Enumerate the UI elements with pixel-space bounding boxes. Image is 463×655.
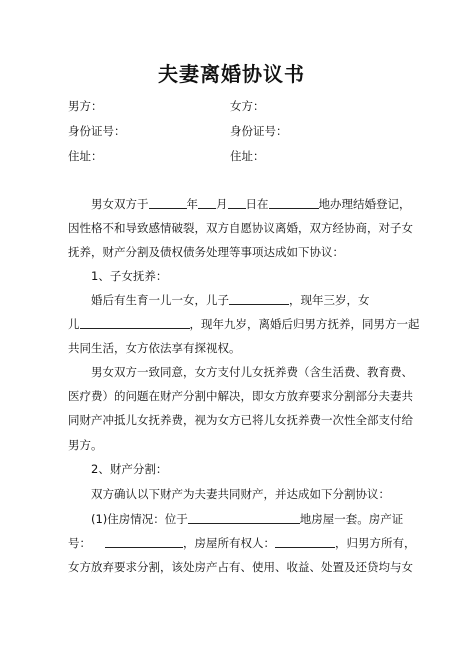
text-span: 日在 [245,197,269,211]
fill-blank [188,511,300,524]
fill-blank [105,535,183,548]
children-paragraph [68,288,420,361]
text-span: ，房屋所有权人： [183,536,275,551]
fill-blank [198,196,216,209]
husband-id-label: 身份证号： [68,124,126,138]
housing-line-2 [68,531,416,555]
marriage-paragraph [68,192,413,265]
marriage-line-1 [68,192,411,216]
document-title: 夫妻离婚协议书 [158,62,305,86]
property-intro-line: 双方确认以下财产为夫妻共同财产，并达成如下分割协议： [91,487,390,501]
wife-id-label: 身份证号： [230,124,288,138]
support-line-1: 男女双方一致同意，女方支付儿女抚养费（含生活费、教育费、 [91,365,413,379]
fill-blank [229,292,289,305]
section-2-heading [68,457,398,481]
text-span: 号： [68,536,91,551]
wife-label: 女方： [230,99,265,113]
housing-line-3: 女方放弃要求分割，该处房产占有、使用、收益、处置及还贷均与女 [68,560,413,575]
text-span: ，现年三岁，女 [289,293,370,307]
text-span: (1)住房情况：位于 [91,512,188,526]
section-1-heading [68,264,398,288]
text-span: 地房屋一套。房产证 [299,512,404,526]
children-line-2 [68,312,420,336]
fill-blank [228,196,246,209]
support-line-2: 医疗费）的问题在财产分割中解决，即女方放弃要求分割部分夫妻共 [68,389,413,404]
support-line-3: 同财产冲抵儿女抚养费，视为女方已将儿女抚养费一次性全部支付给 [68,413,413,428]
support-line-4: 男方。 [68,437,103,452]
text-span: 地办理结婚登记， [318,197,411,211]
text-span: 儿 [68,317,80,332]
property-intro-paragraph [68,482,398,506]
housing-paragraph [68,507,416,580]
fill-blank [275,535,335,548]
fill-blank [269,196,319,209]
text-span: 婚后有生育一儿一女，儿子 [91,293,229,307]
section-heading-text: 2、财产分割： [91,462,168,476]
housing-line-1 [68,507,404,531]
support-paragraph [68,360,413,457]
children-line-3: 共同生活，女方依法享有探视权。 [68,341,241,356]
children-line-1 [68,288,398,312]
section-heading-text: 1、子女抚养： [91,269,168,283]
fill-blank [149,196,187,209]
marriage-line-3: 抚养，财产分割及债权债务处理等事项达成如下协议： [68,245,344,260]
husband-address-label: 住址： [68,149,103,163]
text-span: ，现年九岁，离婚后归男方抚养，同男方一起 [189,317,420,332]
husband-label: 男方： [68,99,103,113]
text-span: ，归男方所有， [335,536,416,551]
text-span: 月 [216,197,228,211]
text-span: 男女双方于 [91,197,149,211]
marriage-line-2: 因性格不和导致感情破裂，双方自愿协议离婚，双方经协商，对子女 [68,221,413,236]
fill-blank [80,316,190,329]
text-span: 年 [186,197,198,211]
wife-address-label: 住址： [230,149,265,163]
